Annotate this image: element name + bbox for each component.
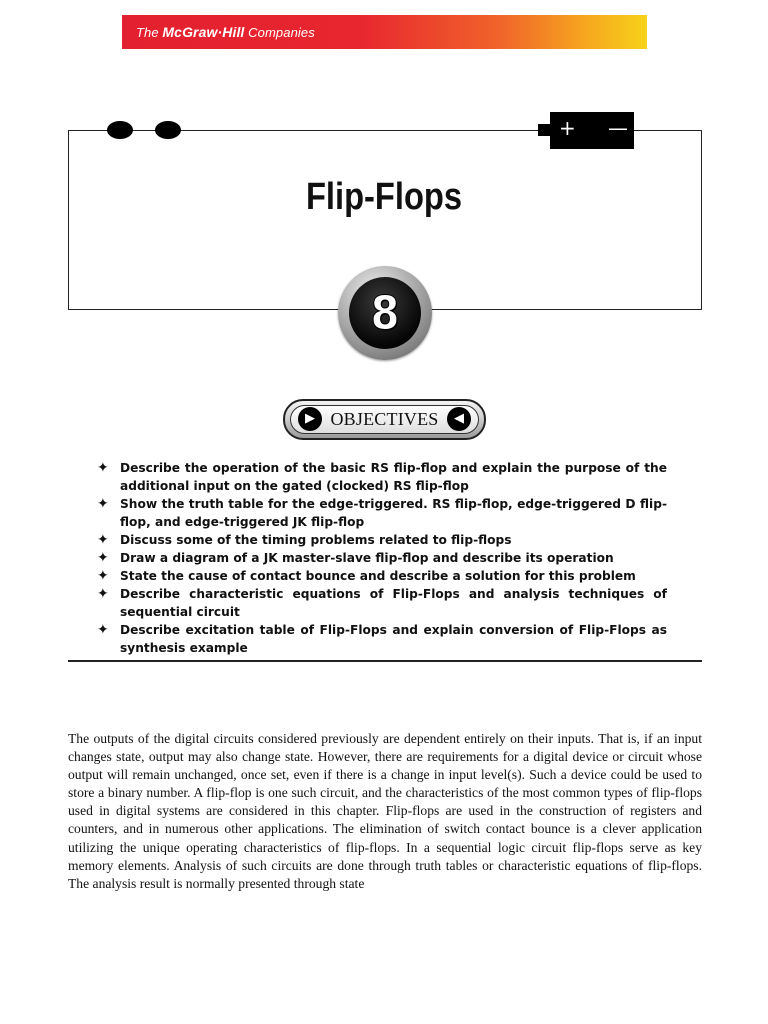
publisher-logo-text xyxy=(136,24,315,40)
battery-plus-sign: + xyxy=(559,116,576,140)
star-bullet-icon: ✦ xyxy=(97,550,109,566)
objective-item: ✦ Discuss some of the timing problems related to flip-flops xyxy=(97,532,512,548)
circuit-node-icon xyxy=(155,121,181,139)
objectives-list xyxy=(97,459,667,657)
objective-item: ✦ Describe excitation table of Flip-Flops and explain conversion of Flip-Flops as synthesis example xyxy=(97,622,667,655)
publisher-banner xyxy=(122,15,647,49)
star-bullet-icon: ✦ xyxy=(97,460,109,476)
star-bullet-icon: ✦ xyxy=(97,622,109,638)
play-left-icon: ◀ xyxy=(447,407,471,431)
objective-item: ✦ State the cause of contact bounce and describe a solution for this problem xyxy=(97,568,636,584)
chapter-number: 8 xyxy=(370,286,400,340)
objective-item: ✦ Show the truth table for the edge-triggered. RS flip-flop, edge-triggered D flip-flop, and edge-triggered JK flip-flop xyxy=(97,496,667,529)
intro-paragraph: The outputs of the digital circuits considered previously are dependent entirely on their inputs. That is, if an input changes state, output may also change state. However, there are requirements for a digital device or circuit whose output will remain unchanged, once set, even if there is a change in input level(s). Such a device could be used to store a binary number. A flip-flop is one such circuit, and the characteristics of the most common types of flip-flops used in digital systems are considered in this chapter. Flip-flops are used in the construction of registers and counters, and in numerous other applications. The elimination of switch contact bounce is a clever application utilizing the unique operating characteristics of flip-flops. In a sequential logic circuit flip-flops serve as key memory elements. Analysis of such circuits are done through truth tables or characteristic equations of flip-flops. The analysis result is normally presented through state xyxy=(68,731,702,891)
play-right-icon: ▶ xyxy=(298,407,322,431)
objective-item: ✦ Draw a diagram of a JK master-slave flip-flop and describe its operation xyxy=(97,550,614,566)
objective-item: ✦ Describe characteristic equations of Flip-Flops and analysis techniques of sequential circuit xyxy=(97,586,667,619)
star-bullet-icon: ✦ xyxy=(97,586,109,602)
publisher-name: McGraw·Hill xyxy=(162,24,245,40)
objectives-header xyxy=(283,399,486,440)
chapter-title: Flip-Flops xyxy=(305,176,463,218)
star-bullet-icon: ✦ xyxy=(97,532,109,548)
battery-icon xyxy=(550,112,634,149)
chapter-number-badge-inner xyxy=(349,277,421,349)
star-bullet-icon: ✦ xyxy=(97,496,109,512)
battery-minus-sign: — xyxy=(608,116,628,140)
publisher-prefix: The xyxy=(136,25,159,40)
star-bullet-icon: ✦ xyxy=(97,568,109,584)
section-divider xyxy=(68,660,702,662)
publisher-suffix: Companies xyxy=(248,25,315,40)
circuit-node-icon xyxy=(107,121,133,139)
objectives-label: OBJECTIVES xyxy=(330,409,439,429)
objective-item: ✦ Describe the operation of the basic RS flip-flop and explain the purpose of the additional input on the gated (clocked) RS flip-flop xyxy=(97,460,667,493)
chapter-number-badge xyxy=(338,266,432,360)
